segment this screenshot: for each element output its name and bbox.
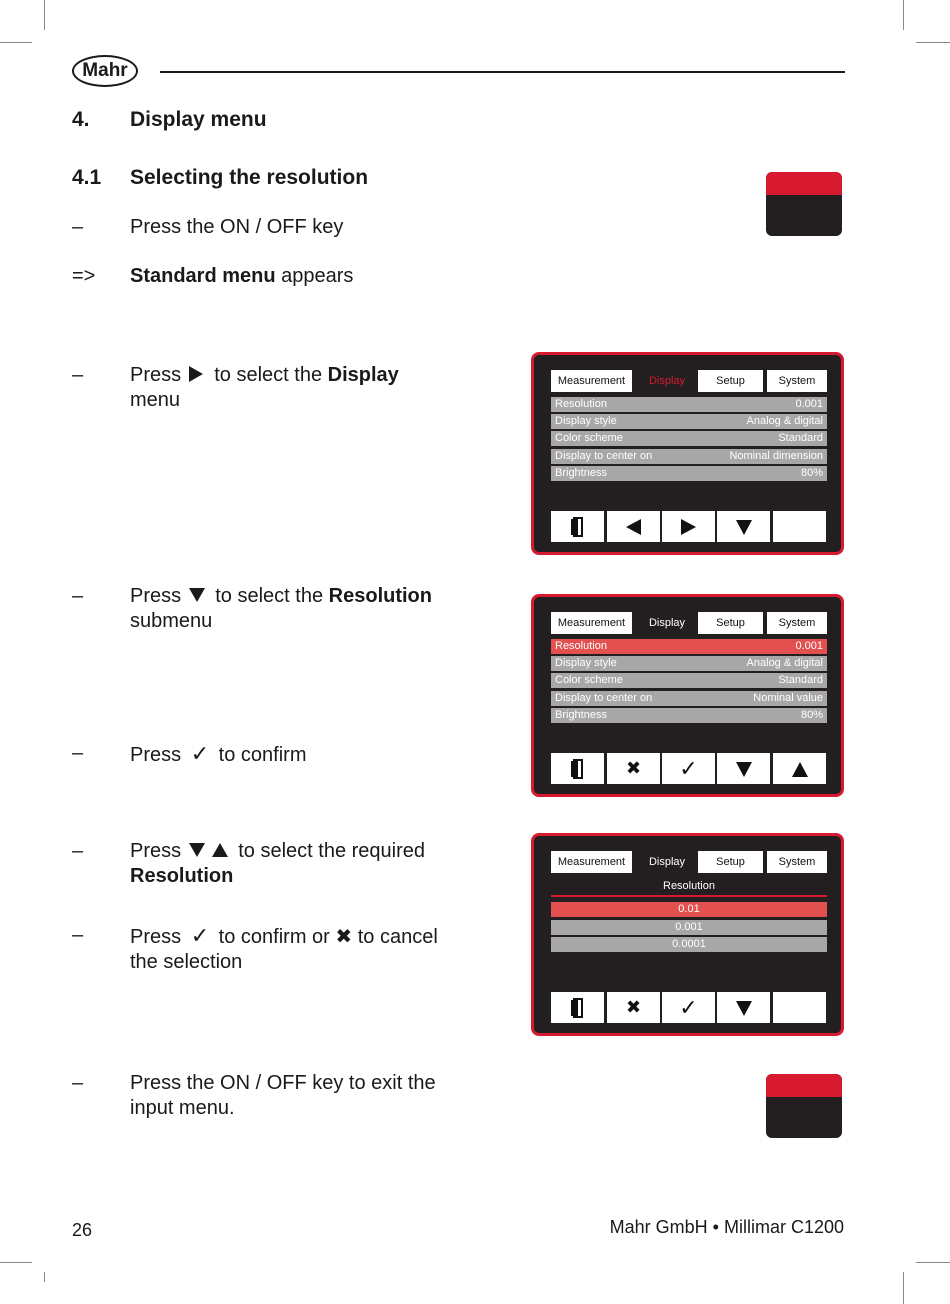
menu-tabs	[551, 370, 827, 392]
right-button[interactable]	[662, 511, 715, 542]
blank-button[interactable]	[773, 992, 826, 1023]
crop-mark	[903, 0, 904, 30]
down-button[interactable]	[717, 992, 770, 1023]
step-text: Press the ON / OFF key to exit the input menu.	[130, 1072, 436, 1119]
on-off-key	[766, 1074, 842, 1138]
menu-row-brightness[interactable]: Brightness 80%	[551, 708, 827, 723]
resolution-option[interactable]: 0.001	[551, 920, 827, 935]
tab-display[interactable]: Display	[637, 612, 697, 634]
step-bullet: =>	[72, 265, 96, 287]
down-arrow-icon	[736, 520, 752, 535]
section-title: Display menu	[130, 108, 267, 131]
step-bullet: –	[72, 1072, 84, 1094]
menu-tabs	[551, 851, 827, 873]
softkey-bar	[551, 753, 827, 784]
step-text: Press to select the Display menu	[130, 364, 399, 411]
up-arrow-icon	[792, 762, 808, 777]
menu-row-display-style[interactable]: Display style Analog & digital	[551, 414, 827, 429]
down-arrow-icon	[736, 1001, 752, 1016]
resolution-option[interactable]: 0.0001	[551, 937, 827, 952]
crop-mark	[916, 42, 950, 43]
down-button[interactable]	[717, 511, 770, 542]
left-arrow-icon	[626, 519, 641, 535]
crop-mark	[44, 1272, 45, 1282]
menu-row-display-center[interactable]: Display to center on Nominal value	[551, 691, 827, 706]
tab-system[interactable]: System	[767, 370, 827, 392]
softkey-bar	[551, 511, 827, 542]
down-arrow-icon	[736, 762, 752, 777]
step-bullet: –	[72, 364, 84, 386]
step-text: Standard menu appears	[130, 265, 354, 287]
step-bullet: –	[72, 216, 84, 238]
device-screen-resolution-select	[531, 594, 844, 797]
step-bullet: –	[72, 742, 84, 764]
tab-measurement[interactable]: Measurement	[551, 370, 632, 392]
tab-measurement[interactable]: Measurement	[551, 851, 632, 873]
exit-door-icon	[571, 998, 585, 1018]
tab-system[interactable]: System	[767, 851, 827, 873]
subsection-number: 4.1	[72, 166, 102, 189]
exit-button[interactable]	[551, 753, 604, 784]
tab-display[interactable]: Display	[637, 851, 697, 873]
checkmark-icon: ✓	[679, 995, 698, 1020]
exit-button[interactable]	[551, 511, 604, 542]
tab-system[interactable]: System	[767, 612, 827, 634]
step-text: Press to select the Resolution submenu	[130, 585, 432, 632]
right-triangle-icon	[189, 366, 203, 382]
cancel-button[interactable]	[607, 753, 660, 784]
page-number: 26	[72, 1220, 93, 1240]
tab-setup[interactable]: Setup	[698, 612, 763, 634]
menu-row-display-style[interactable]: Display style Analog & digital	[551, 656, 827, 671]
crop-mark	[0, 42, 32, 43]
submenu-title: Resolution	[663, 880, 715, 892]
menu-row-color-scheme[interactable]: Color scheme Standard	[551, 431, 827, 446]
right-arrow-icon	[681, 519, 696, 535]
step-text: Press ✓ to confirm	[130, 741, 307, 766]
confirm-button[interactable]	[662, 753, 715, 784]
cancel-icon: ✖	[625, 758, 642, 778]
confirm-button[interactable]	[662, 992, 715, 1023]
step-text: Press the ON / OFF key	[130, 216, 344, 238]
menu-row-display-center[interactable]: Display to center on Nominal dimension	[551, 449, 827, 464]
checkmark-icon: ✓	[679, 756, 698, 781]
exit-button[interactable]	[551, 992, 604, 1023]
step-text: Press to select the required Resolution	[130, 840, 426, 887]
tab-measurement[interactable]: Measurement	[551, 612, 632, 634]
step-bullet: –	[72, 840, 84, 862]
cancel-button[interactable]	[607, 992, 660, 1023]
menu-row-resolution[interactable]: Resolution 0.001	[551, 397, 827, 412]
down-button[interactable]	[717, 753, 770, 784]
softkey-bar	[551, 992, 827, 1023]
down-triangle-icon	[189, 843, 205, 857]
submenu-title-rule	[551, 895, 827, 897]
checkmark-icon: ✓	[190, 741, 210, 766]
crop-mark	[44, 0, 45, 30]
left-button[interactable]	[607, 511, 660, 542]
crop-mark	[0, 1262, 32, 1263]
crop-mark	[903, 1272, 904, 1304]
checkmark-icon: ✓	[190, 923, 210, 948]
header-rule	[160, 71, 845, 73]
tab-setup[interactable]: Setup	[698, 851, 763, 873]
menu-tabs	[551, 612, 827, 634]
footer-company: Mahr GmbH • Millimar C1200	[609, 1217, 844, 1237]
device-screen-resolution-options	[531, 833, 844, 1036]
menu-row-resolution[interactable]: Resolution 0.001	[551, 639, 827, 654]
subsection-title: Selecting the resolution	[130, 166, 369, 189]
tab-setup[interactable]: Setup	[698, 370, 763, 392]
section-number: 4.	[72, 108, 90, 131]
tab-display[interactable]: Display	[637, 370, 697, 392]
menu-row-color-scheme[interactable]: Color scheme Standard	[551, 673, 827, 688]
on-off-key	[766, 172, 842, 236]
down-triangle-icon	[189, 588, 205, 602]
blank-button[interactable]	[773, 511, 826, 542]
up-button[interactable]	[773, 753, 826, 784]
device-screen-display-menu	[531, 352, 844, 555]
menu-row-brightness[interactable]: Brightness 80%	[551, 466, 827, 481]
exit-door-icon	[571, 517, 585, 537]
exit-door-icon	[571, 759, 585, 779]
step-bullet: –	[72, 585, 84, 607]
mahr-logo: Mahr	[72, 55, 138, 87]
cancel-icon: ✖	[335, 926, 353, 948]
cancel-icon: ✖	[625, 997, 642, 1017]
up-triangle-icon	[212, 843, 228, 857]
crop-mark	[916, 1262, 950, 1263]
step-bullet: –	[72, 924, 84, 946]
resolution-option[interactable]: 0.01	[551, 902, 827, 917]
step-text: Press ✓ to confirm or ✖ to cancel the selection	[130, 923, 438, 973]
